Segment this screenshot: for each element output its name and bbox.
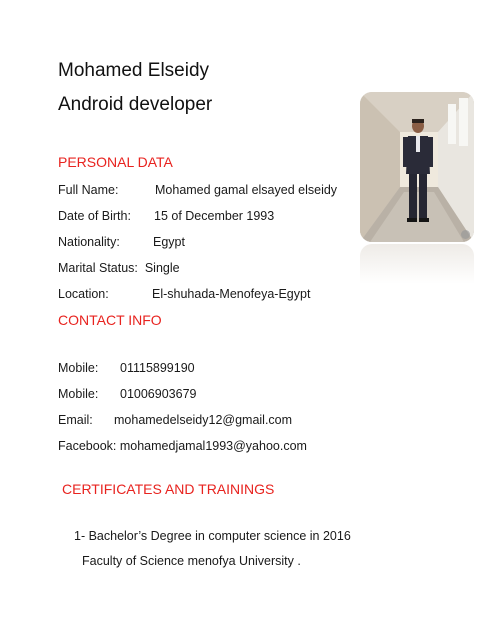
row-value: 01006903679	[120, 387, 197, 401]
row-value: Single	[144, 261, 180, 275]
photo-corner-icon	[461, 230, 470, 239]
section-title-contact: CONTACT INFO	[58, 312, 162, 328]
profile-photo	[360, 92, 474, 242]
personal-row-nationality	[58, 235, 185, 249]
row-label: Location:	[58, 287, 109, 301]
personal-row-marital-status	[58, 261, 180, 275]
row-value: 15 of December 1993	[154, 209, 275, 223]
row-value: Egypt	[153, 235, 185, 249]
personal-row-location	[58, 287, 310, 301]
row-label: Marital Status:	[58, 261, 138, 275]
job-title: Android developer	[58, 94, 213, 115]
row-label: Facebook:	[58, 439, 117, 453]
section-title-certificates: CERTIFICATES AND TRAININGS	[62, 481, 275, 497]
personal-row-full-name	[58, 183, 337, 197]
person-name: Mohamed Elseidy	[58, 60, 210, 81]
row-label: Mobile:	[58, 361, 99, 375]
contact-row-facebook	[58, 439, 307, 453]
profile-photo-illustration	[360, 92, 474, 242]
row-value: mohamedelseidy12@gmail.com	[114, 413, 293, 427]
personal-row-dob	[58, 209, 274, 223]
row-value: mohamedjamal1993@yahoo.com	[119, 439, 307, 453]
row-label: Full Name:	[58, 183, 119, 197]
certificate-institution: Faculty of Science menofya University .	[82, 554, 301, 568]
row-label: Date of Birth:	[58, 209, 131, 223]
row-value: 01115899190	[120, 361, 195, 375]
photo-reflection	[360, 244, 474, 284]
row-value: El-shuhada-Menofeya-Egypt	[152, 287, 311, 301]
contact-row-mobile-2	[58, 387, 196, 401]
contact-row-email	[58, 413, 292, 427]
certificate-degree: 1- Bachelor’s Degree in computer science in 2016	[74, 529, 351, 543]
contact-row-mobile-1	[58, 361, 195, 375]
row-label: Nationality:	[58, 235, 120, 249]
section-title-personal: PERSONAL DATA	[58, 154, 173, 170]
row-value: Mohamed gamal elsayed elseidy	[155, 183, 338, 197]
row-label: Mobile:	[58, 387, 99, 401]
row-label: Email:	[58, 413, 93, 427]
